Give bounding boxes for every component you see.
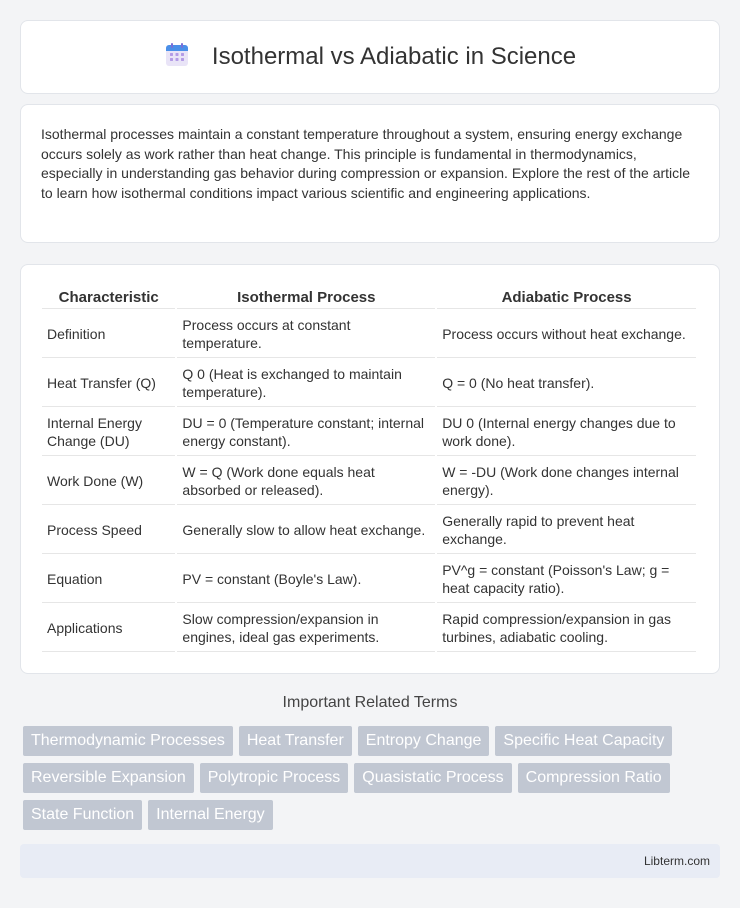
isothermal-cell: PV = constant (Boyle's Law). (177, 556, 435, 603)
related-term-tag[interactable]: State Function (23, 800, 142, 830)
row-label: Definition (42, 311, 175, 358)
isothermal-cell: Process occurs at constant temperature. (177, 311, 435, 358)
row-label: Equation (42, 556, 175, 603)
related-term-tag[interactable]: Entropy Change (358, 726, 490, 756)
title-card (20, 20, 720, 94)
table-header-row (42, 287, 696, 309)
row-label: Process Speed (42, 507, 175, 554)
row-label: Applications (42, 605, 175, 652)
table-row (42, 556, 696, 603)
table-row (42, 605, 696, 652)
adiabatic-cell: Rapid compression/expansion in gas turbines, adiabatic cooling. (437, 605, 696, 652)
adiabatic-cell: Process occurs without heat exchange. (437, 311, 696, 358)
adiabatic-cell: W = -DU (Work done changes internal energy). (437, 458, 696, 505)
related-terms-title: Important Related Terms (282, 694, 458, 711)
related-term-tag[interactable]: Internal Energy (148, 800, 273, 830)
adiabatic-cell: Generally rapid to prevent heat exchange. (437, 507, 696, 554)
header-isothermal: Isothermal Process (177, 287, 435, 309)
header-characteristic: Characteristic (42, 287, 175, 309)
footer (20, 844, 720, 878)
related-term-tag[interactable]: Reversible Expansion (23, 763, 194, 793)
isothermal-cell: Slow compression/expansion in engines, ideal gas experiments. (177, 605, 435, 652)
adiabatic-cell: PV^g = constant (Poisson's Law; g = heat capacity ratio). (437, 556, 696, 603)
intro-paragraph: Isothermal processes maintain a constant temperature throughout a system, ensuring energy exchange occurs solely as work rather than heat change. This principle is fundamental in thermodynamics, especially in understanding gas behavior during compression or expansion. Explore the rest of the article to learn how isothermal conditions impact various scientific and engineering applications. (41, 126, 691, 201)
related-term-tag[interactable]: Specific Heat Capacity (495, 726, 672, 756)
table-row (42, 360, 696, 407)
related-term-tag[interactable]: Heat Transfer (239, 726, 352, 756)
comparison-card (20, 264, 720, 674)
isothermal-cell: Q 0 (Heat is exchanged to maintain temperature). (177, 360, 435, 407)
page-title: Isothermal vs Adiabatic in Science (211, 43, 577, 70)
isothermal-cell: DU = 0 (Temperature constant; internal energy constant). (177, 409, 435, 456)
related-terms-list (23, 726, 713, 837)
table-row (42, 311, 696, 358)
calendar-icon (164, 42, 212, 73)
table-row (42, 507, 696, 554)
related-term-tag[interactable]: Thermodynamic Processes (23, 726, 233, 756)
row-label: Work Done (W) (42, 458, 175, 505)
isothermal-cell: W = Q (Work done equals heat absorbed or released). (177, 458, 435, 505)
row-label: Heat Transfer (Q) (42, 360, 175, 407)
related-term-tag[interactable]: Compression Ratio (518, 763, 670, 793)
header-adiabatic: Adiabatic Process (437, 287, 696, 309)
comparison-table (40, 285, 698, 654)
related-term-tag[interactable]: Polytropic Process (200, 763, 349, 793)
table-row (42, 409, 696, 456)
footer-site-link[interactable]: Libterm.com (643, 854, 710, 868)
row-label: Internal Energy Change (DU) (42, 409, 175, 456)
adiabatic-cell: Q = 0 (No heat transfer). (437, 360, 696, 407)
adiabatic-cell: DU 0 (Internal energy changes due to work done). (437, 409, 696, 456)
table-row (42, 458, 696, 505)
intro-card (20, 104, 720, 243)
related-term-tag[interactable]: Quasistatic Process (354, 763, 511, 793)
isothermal-cell: Generally slow to allow heat exchange. (177, 507, 435, 554)
title-wrap (21, 21, 719, 93)
